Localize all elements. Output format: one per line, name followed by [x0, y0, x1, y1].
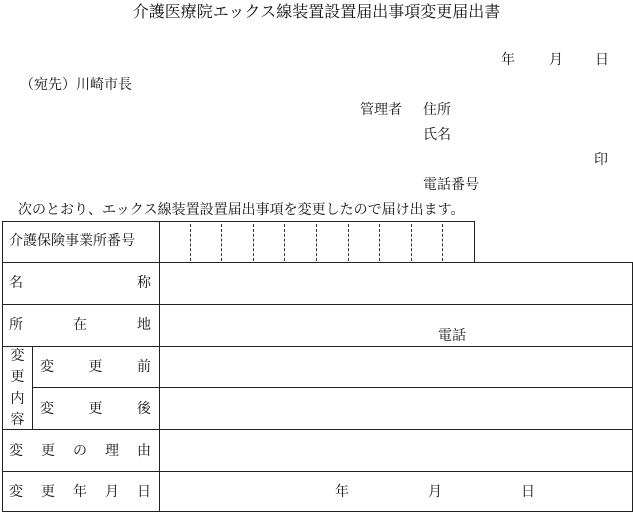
table-line [474, 221, 475, 263]
label-char: 地 [137, 317, 151, 333]
location-label [9, 318, 151, 332]
name-label [9, 276, 151, 290]
label-char: 更 [88, 401, 103, 417]
after-change-label [40, 402, 151, 416]
office-number-label: 介護保険事業所番号 [9, 233, 135, 249]
label-char: 変 [10, 348, 25, 364]
change-reason-input[interactable] [160, 430, 632, 471]
label-char: 変 [9, 484, 23, 500]
label-char: 内 [10, 390, 25, 407]
label-char: 由 [137, 443, 151, 459]
change-date-month-unit: 月 [428, 484, 442, 500]
label-char: 後 [137, 401, 151, 417]
change-reason-label [9, 444, 151, 458]
label-char: 月 [105, 484, 119, 500]
addressee: （宛先）川崎市長 [20, 77, 132, 93]
date-day-label: 日 [595, 52, 609, 68]
label-char: 日 [137, 484, 151, 500]
label-char: 年 [73, 484, 87, 500]
label-char: 容 [10, 411, 25, 428]
date-year-label: 年 [501, 52, 515, 68]
change-content-label [3, 349, 32, 427]
location-input[interactable] [160, 305, 632, 346]
label-char: 変 [40, 359, 54, 375]
form-title: 介護医療院エックス線装置設置届出事項変更届出書 [132, 2, 501, 21]
after-change-input[interactable] [160, 388, 632, 429]
label-char: 更 [88, 359, 103, 375]
label-char: 在 [73, 317, 87, 333]
location-phone-label: 電話 [438, 328, 466, 344]
label-char: 所 [9, 317, 23, 333]
manager-name-label: 氏名 [423, 127, 451, 143]
label-char: 変 [9, 443, 23, 459]
label-char: の [73, 443, 87, 459]
table-line [2, 511, 633, 512]
label-char: 名 [9, 275, 23, 291]
name-input[interactable] [160, 263, 632, 304]
label-char: 理 [105, 443, 119, 459]
label-char: 変 [40, 401, 54, 417]
office-number-input[interactable] [160, 222, 474, 262]
manager-address-label: 住所 [423, 102, 451, 118]
label-char: 更 [10, 369, 25, 386]
change-date-day-unit: 日 [521, 484, 535, 500]
label-char: 称 [137, 275, 151, 291]
change-date-year-unit: 年 [335, 484, 349, 500]
label-char: 更 [41, 484, 55, 500]
seal-mark: 印 [594, 152, 608, 168]
before-change-input[interactable] [160, 347, 632, 387]
date-month-label: 月 [549, 52, 563, 68]
change-date-label [9, 485, 151, 499]
label-char: 更 [41, 443, 55, 459]
intro-statement: 次のとおり、エックス線装置設置届出事項を変更したので届け出ます。 [18, 202, 465, 218]
table-line [32, 346, 33, 430]
label-char: 前 [137, 359, 151, 375]
before-change-label [40, 360, 151, 374]
manager-phone-label: 電話番号 [423, 177, 479, 193]
change-date-input[interactable] [160, 472, 632, 511]
manager-label: 管理者 [360, 102, 402, 118]
